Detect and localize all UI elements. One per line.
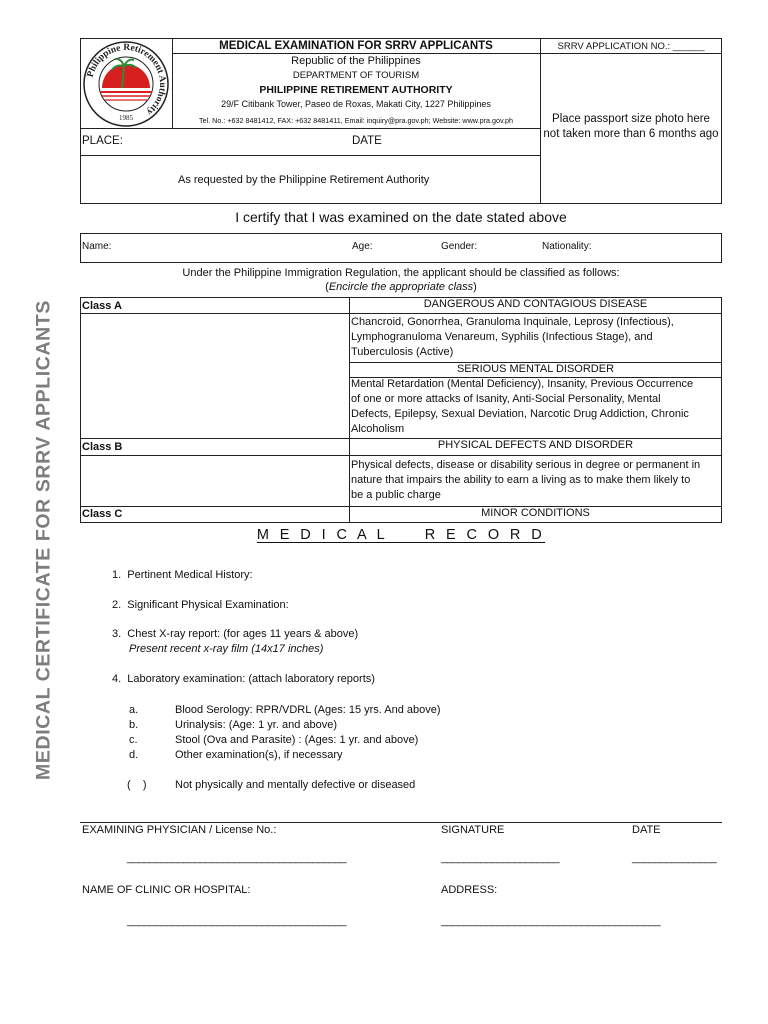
age-field[interactable]: Age:: [352, 241, 373, 252]
date-field[interactable]: DATE: [352, 135, 382, 147]
pra-seal-logo: [82, 40, 170, 128]
xray-film-note: Present recent x-ray film (14x17 inches): [129, 643, 324, 655]
gender-field[interactable]: Gender:: [441, 241, 478, 252]
classification-intro: Under the Philippine Immigration Regulation, the applicant should be classified as follows:: [182, 267, 620, 279]
place-field[interactable]: PLACE:: [82, 135, 123, 147]
lab-test-serology: Blood Serology: RPR/VDRL (Ages: 15 yrs. And above): [175, 704, 441, 716]
certify-statement: I certify that I was examined on the date stated above: [235, 209, 567, 225]
photo-placeholder-note-1: Place passport size photo here: [552, 113, 710, 125]
sign-date-label: DATE: [632, 824, 661, 836]
record-item-lab: 4. Laboratory examination: (attach laboratory reports): [112, 673, 375, 685]
lab-letter-d: d.: [129, 749, 139, 761]
seal-text: Philippine Retirement Authority: [85, 42, 168, 117]
lab-test-urinalysis: Urinalysis: (Age: 1 yr. and above): [175, 719, 338, 731]
requested-by-text: As requested by the Philippine Retirement Authority: [178, 174, 430, 186]
declaration-checkbox[interactable]: ( ): [127, 779, 147, 791]
record-item-physical-exam: 2. Significant Physical Examination:: [112, 599, 289, 611]
class-c-heading: MINOR CONDITIONS: [481, 507, 590, 519]
lab-letter-a: a.: [129, 704, 139, 716]
class-a-heading-mental: SERIOUS MENTAL DISORDER: [456, 363, 615, 375]
class-a-heading-contagious: DANGEROUS AND CONTAGIOUS DISEASE: [423, 298, 648, 310]
class-a-contagious-desc: Chancroid, Gonorrhea, Granuloma Inquinale, Leprosy (Infectious), Lymphogranuloma Venareum, Syphilis (Infectious Stage), and Tuberculosis (Active): [351, 316, 674, 358]
applicant-info-row: [80, 233, 722, 263]
nationality-field[interactable]: Nationality:: [542, 241, 592, 252]
lab-letter-c: c.: [129, 734, 138, 746]
class-a-label[interactable]: Class A: [82, 300, 122, 312]
agency-contact: Tel. No.: +632 8481412, FAX: +632 8481411, Email: inquiry@pra.gov.ph; Website: www.pra.gov.ph: [198, 116, 513, 125]
physician-label: EXAMINING PHYSICIAN / License No.:: [82, 824, 277, 836]
address-label: ADDRESS:: [441, 884, 498, 896]
address-blank[interactable]: _______________________________________: [441, 915, 661, 927]
class-b-label[interactable]: Class B: [82, 441, 123, 453]
sign-date-blank[interactable]: _______________: [632, 852, 717, 864]
agency-name: PHILIPPINE RETIREMENT AUTHORITY: [259, 84, 453, 96]
signature-divider: [80, 822, 722, 823]
physician-blank[interactable]: _______________________________________: [127, 852, 347, 864]
record-item-history: 1. Pertinent Medical History:: [112, 569, 253, 581]
republic-text: Republic of the Philippines: [291, 55, 421, 67]
class-c-label[interactable]: Class C: [82, 508, 123, 520]
name-field[interactable]: Name:: [82, 241, 112, 252]
declaration-text: Not physically and mentally defective or diseased: [175, 779, 416, 791]
application-no-field[interactable]: SRRV APPLICATION NO.: ______: [557, 41, 705, 52]
lab-test-other: Other examination(s), if necessary: [175, 749, 343, 761]
agency-address: 29/F Citibank Tower, Paseo de Roxas, Makati City, 1227 Philippines: [221, 99, 491, 109]
lab-test-stool: Stool (Ova and Parasite) : (Ages: 1 yr. and above): [175, 734, 419, 746]
clinic-blank[interactable]: _______________________________________: [127, 915, 347, 927]
vertical-title-text: MEDICAL CERTIFICATE FOR SRRV APPLICANTS: [32, 300, 55, 780]
medical-record-title: M E D I C A L R E C O R D: [256, 527, 546, 543]
photo-placeholder-note-2: not taken more than 6 months ago: [543, 128, 719, 140]
department-text: DEPARTMENT OF TOURISM: [292, 70, 420, 81]
signature-blank[interactable]: _____________________: [441, 852, 559, 864]
form-title: MEDICAL EXAMINATION FOR SRRV APPLICANTS: [219, 40, 493, 52]
class-b-desc: Physical defects, disease or disability serious in degree or permanent in nature that impairs the ability to earn a living as to make them likely to be a public charge: [351, 459, 701, 501]
lab-letter-b: b.: [129, 719, 139, 731]
seal-year: 1985: [119, 114, 133, 122]
class-b-heading: PHYSICAL DEFECTS AND DISORDER: [437, 439, 634, 451]
record-item-chest-xray: 3. Chest X-ray report: (for ages 11 years & above): [112, 628, 359, 640]
signature-label: SIGNATURE: [441, 824, 505, 836]
clinic-label: NAME OF CLINIC OR HOSPITAL:: [82, 884, 251, 896]
class-a-mental-desc: Mental Retardation (Mental Deficiency), Insanity, Previous Occurrence of one or more attacks of Isanity, Anti-Social Personality, Mental Defects, Epilepsy, Sexual Deviation, Narcotic Drug Addiction, Chronic Alcoholism: [351, 378, 694, 435]
classification-instruction: (Encircle the appropriate class): [325, 281, 477, 293]
